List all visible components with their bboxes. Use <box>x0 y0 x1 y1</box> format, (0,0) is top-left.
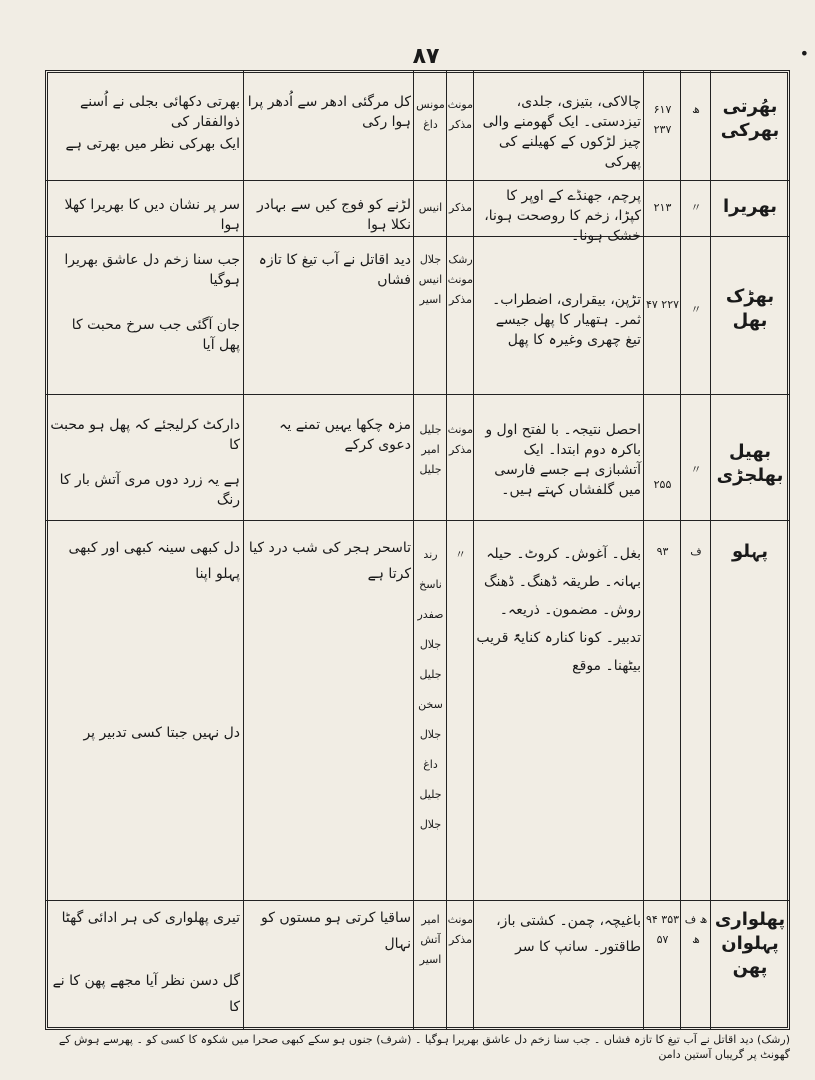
grammar-label: رشک مونث مذکر <box>447 253 473 306</box>
meaning-text: چالاکی، بتیزی، جلدی، تیزدستی۔ ایک گھومنے والی چیز لڑکوں کے کھیلنے کی پھرکی <box>482 94 641 170</box>
column-divider <box>413 70 414 1030</box>
verse-line: کل مرگئی ادھر سے اُدھر پرا ہوا رکی <box>247 94 411 130</box>
headword: بھُرتی بھرکی <box>720 96 780 141</box>
poet-name: جلال انیس اسیر <box>418 253 443 306</box>
source-page: ۲۵۵ <box>653 478 672 491</box>
row-divider <box>45 900 790 901</box>
column-divider <box>473 70 474 1030</box>
grammar-label: مونث مذکر <box>447 913 473 946</box>
verse-line: جان آگئی جب سرخ محبت کا پھل آیا <box>71 317 240 353</box>
corner-mark: • <box>799 44 809 63</box>
verse-line: تاسحر ہجر کی شب درد کیا کرتا ہے <box>248 540 411 582</box>
origin-mark: 〃 <box>690 463 702 476</box>
verse-line: جب سنا زخم دل عاشق بھریرا ہوگیا <box>64 252 240 288</box>
verse-line: لڑنے کو فوج کیں سے بہادر نکلا ہوا <box>256 197 411 233</box>
column-divider <box>243 70 244 1030</box>
poet-name: جلیل امیر جلیل <box>419 423 442 476</box>
column-divider <box>710 70 711 1030</box>
verse-line: تیری پھلواری کی ہر ادائی گھٹا <box>61 910 240 926</box>
meaning-text: تڑپن، بیقراری، اضطراب۔ ثمر۔ ہتھیار کا پھل جیسے تیغ چھری وغیرہ کا پھل <box>492 292 641 348</box>
verse-line: ہے یہ زرد دوں مری آتش بار کا رنگ <box>59 472 240 508</box>
source-page: ۲۲۷ ۴۷ <box>645 298 680 311</box>
source-page: ۶۱۷ ۲۳۷ <box>653 103 672 136</box>
grammar-label: مونث مذکر <box>447 98 473 131</box>
poet-name: انیس <box>418 201 443 214</box>
origin-mark: 〃 <box>690 201 702 214</box>
meaning-text: باغیچہ، چمن۔ کشتی باز، طاقتور۔ سانپ کا سر <box>496 913 641 955</box>
headword: بھریرا <box>723 196 777 217</box>
headword: پہلو <box>732 541 768 562</box>
meaning-text: احصل نتیجہ۔ با لفتح اول و باکرہ دوم ابتدا۔ ایک آتشبازی ہے جسے فارسی میں گلفشاں کہتے ہیں۔ <box>485 422 641 498</box>
verse-line: گل دسن نظر آیا مجھے پھن کا نے کا <box>52 973 240 1015</box>
headword: بھیل بھلجڑی <box>716 441 784 486</box>
verse-line: دل کبھی سینہ کبھی اور کبھی پہلو اپنا <box>68 540 240 582</box>
page-number: ۸۷ <box>412 44 440 69</box>
source-page: ۲۱۳ <box>653 201 672 214</box>
headword: بھڑک بھل <box>725 286 775 331</box>
footnote: (رشک) دید اقاتل نے آب تیغ کا تازہ فشاں ۔ جب سنا زخم دل عاشق بھریرا ہوگیا ۔ (شرف) جنوں ہو سکے کبھی صحرا میں شکوہ کا کسی کو ۔ پھرسے ہوش کے گھونٹ پر گریباں آستین دامن <box>58 1033 790 1061</box>
source-page: ۳۵۳ ۹۴ ۵۷ <box>645 913 680 946</box>
verse-line: دارکٹ کرلیجئے کہ پھل ہو محبت کا <box>50 417 240 453</box>
origin-mark: ھ <box>692 103 700 116</box>
meaning-text: بغل۔ آغوش۔ کروٹ۔ حیلہ بہانہ۔ طریقہ ڈھنگ۔ ڈھنگ روش۔ مضمون۔ ذریعہ۔ تدبیر۔ کونا کنارہ کنایۃً قریب بیٹھنا۔ موقع <box>476 546 641 674</box>
poet-name: رند ناسخ صفدر جلال جلیل سخن جلال داغ جلیل جلال <box>417 548 444 831</box>
column-divider <box>680 70 681 1030</box>
source-page: ۹۳ <box>656 545 669 558</box>
grammar-label: مذکر <box>449 201 472 214</box>
poet-name: مونس داغ <box>416 98 445 131</box>
verse-line: ساقیا کرتی ہو مستوں کو نہال <box>261 910 411 952</box>
poet-name: امیر آتش اسیر <box>419 913 442 966</box>
verse-line: دل نہیں جبتا کسی تدبیر پر <box>83 725 240 741</box>
verse-line: بھرتی دکھائی بجلی نے اُسنے ذوالفقار کی <box>79 94 240 130</box>
meaning-text: پرچم، جھنڈے کے اوپر کا کپڑا، زخم کا روصحت ہونا، خشک ہونا۔ <box>484 188 641 244</box>
grammar-label: 〃 <box>455 548 466 561</box>
row-divider <box>45 236 790 237</box>
origin-mark: 〃 <box>690 303 702 316</box>
column-divider <box>643 70 644 1030</box>
origin-mark: ھ ف ھ <box>684 913 708 946</box>
column-divider <box>446 70 447 1030</box>
grammar-label: مونث مذکر <box>447 423 473 456</box>
origin-mark: ف <box>690 545 702 558</box>
verse-line: سر پر نشان دیں کا بھریرا کھلا ہوا <box>64 197 240 233</box>
row-divider <box>45 394 790 395</box>
verse-line: مزہ چکھا یہیں تمنے یہ دعوی کرکے <box>279 417 411 453</box>
row-divider <box>45 180 790 181</box>
row-divider <box>45 520 790 521</box>
verse-line: ایک بھرکی نظر میں بھرتی ہے <box>65 136 240 152</box>
headword: پھلواری پہلوان پھن <box>714 909 786 978</box>
verse-line: دید اقاتل نے آب تیغ کا تازہ فشاں <box>258 252 411 288</box>
